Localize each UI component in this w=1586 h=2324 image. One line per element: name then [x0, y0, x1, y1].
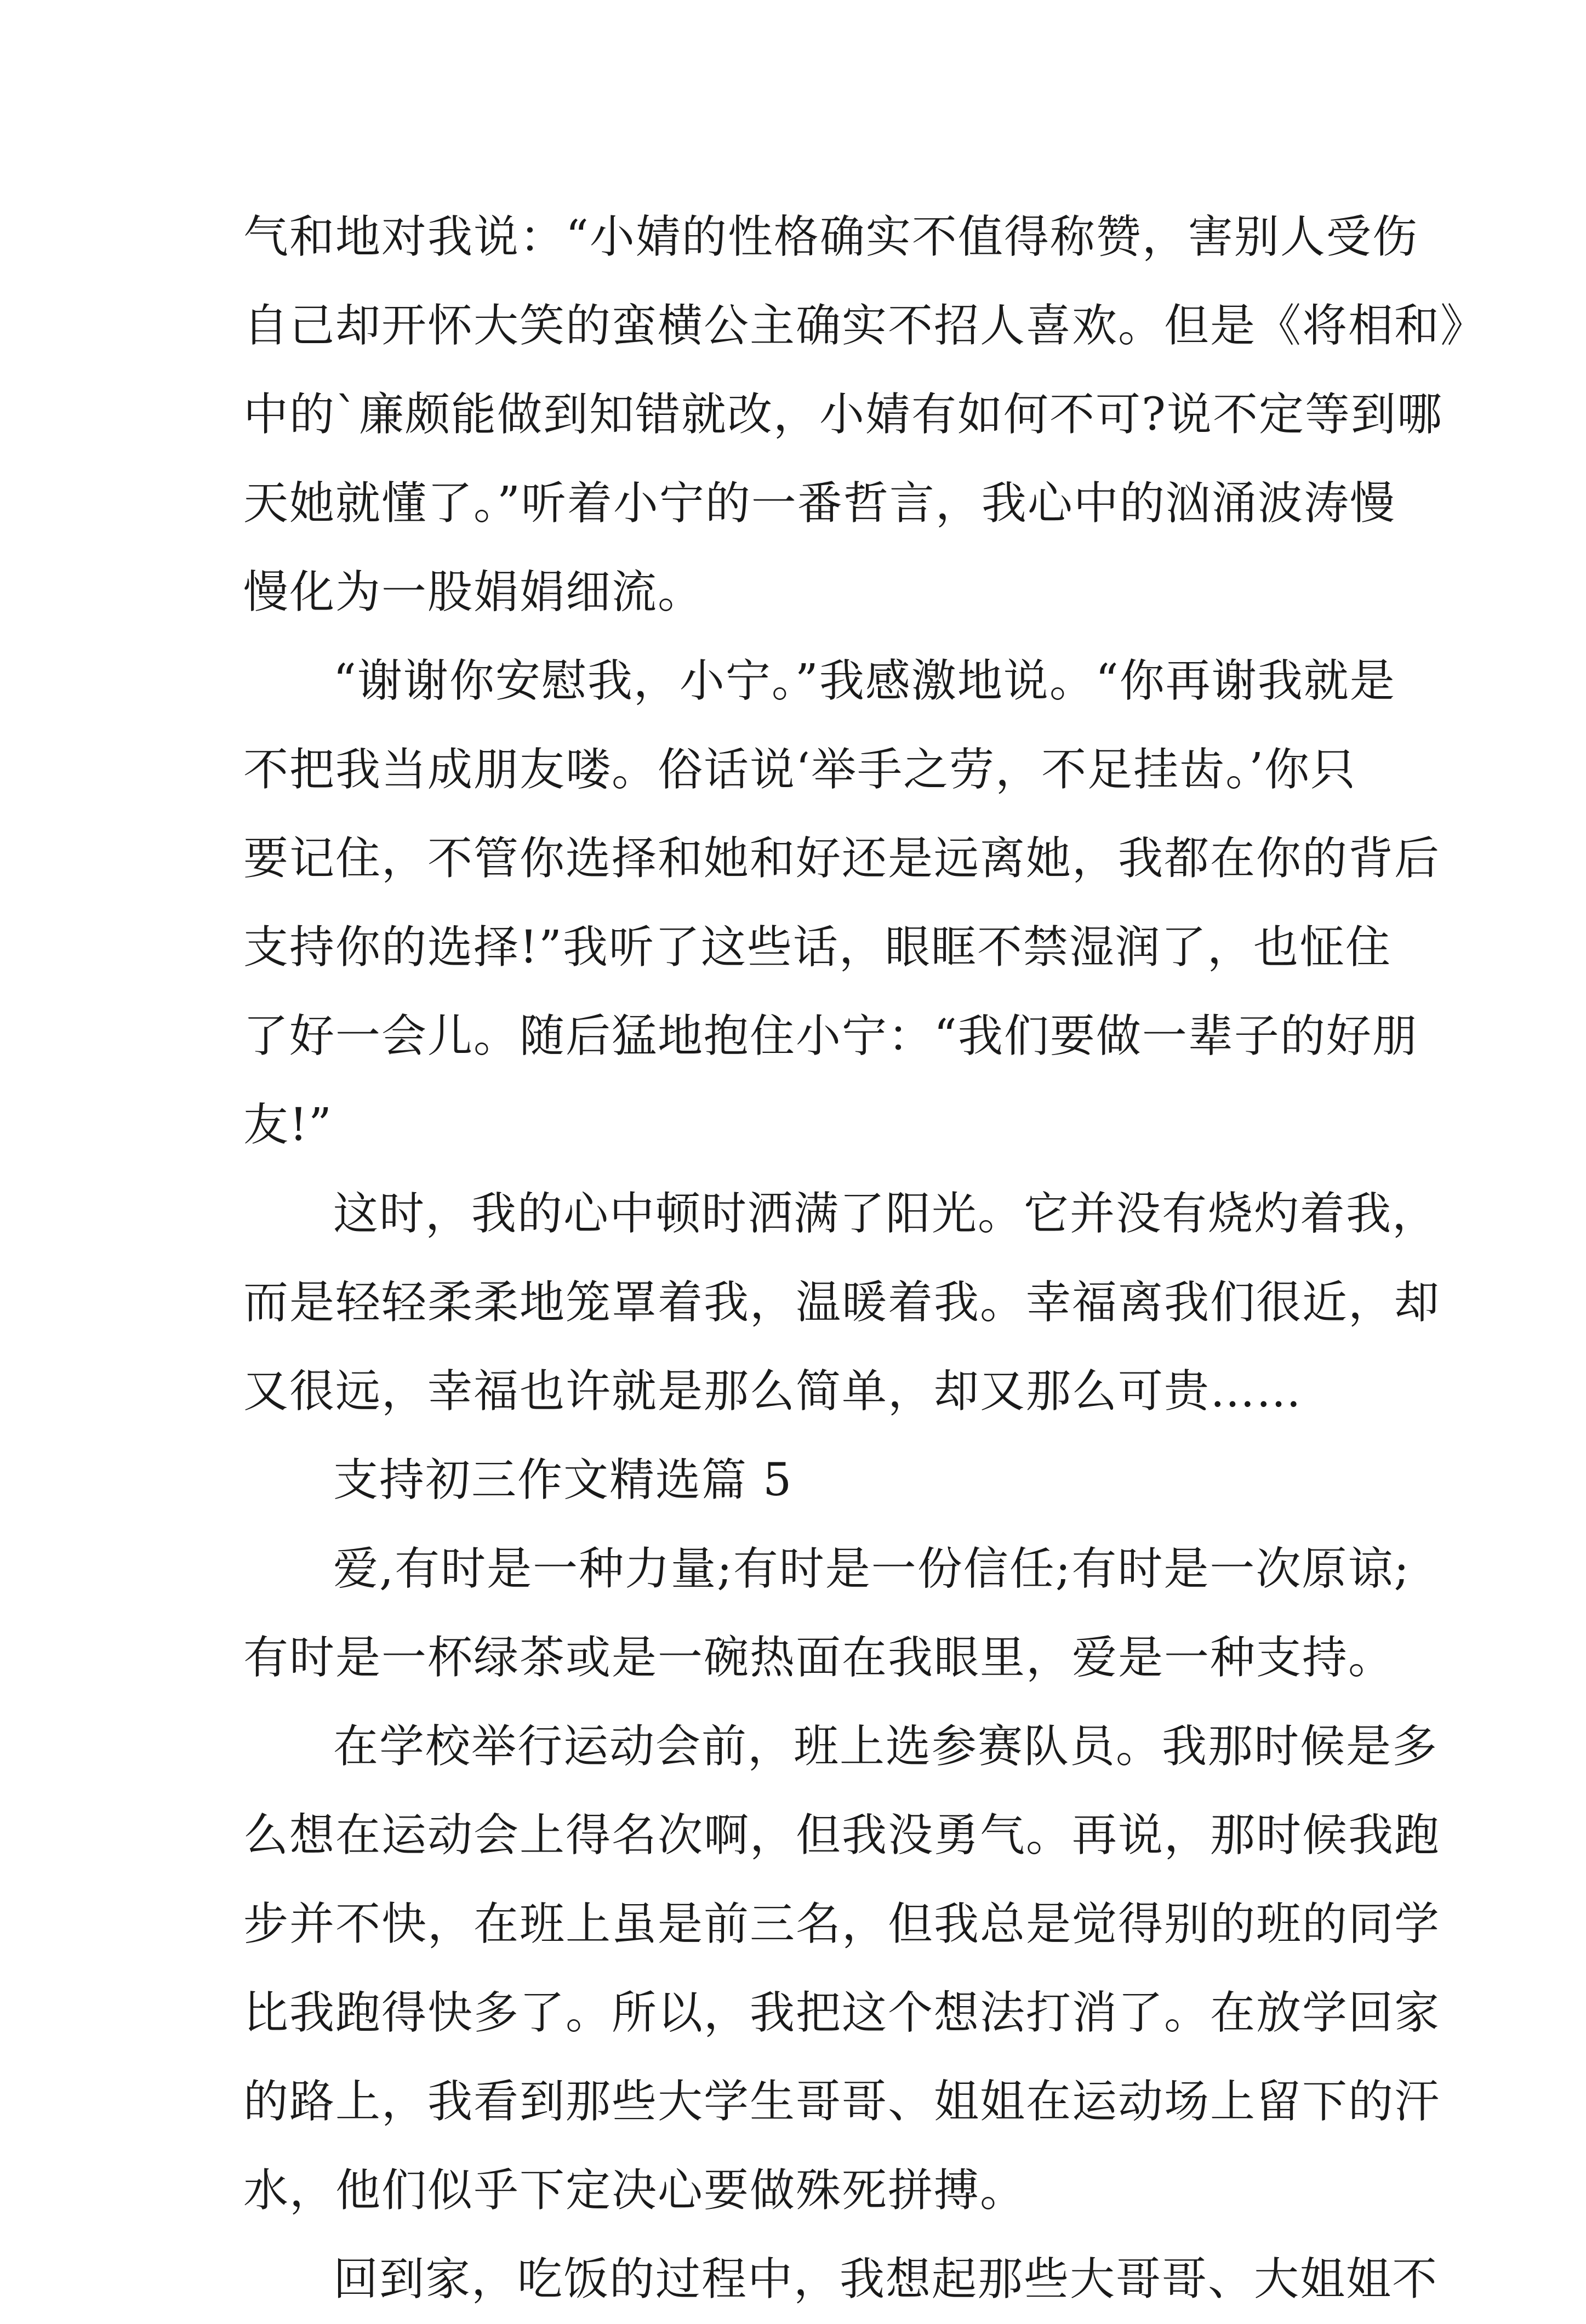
text-line: 自己却开怀大笑的蛮横公主确实不招人喜欢。但是《将相和》	[243, 300, 1487, 352]
text-line: 支持你的选择!”我听了这些话，眼眶不禁湿润了，也怔住	[243, 921, 1391, 973]
text-line: 爱,有时是一种力量;有时是一份信任;有时是一次原谅;	[333, 1543, 1410, 1595]
text-line: 要记住，不管你选择和她和好还是远离她，我都在你的背后	[243, 833, 1441, 885]
text-line: 有时是一杯绿茶或是一碗热面在我眼里，爱是一种支持。	[243, 1632, 1395, 1684]
document-body	[243, 193, 1487, 2324]
text-line: 而是轻轻柔柔地笼罩着我，温暖着我。幸福离我们很近，却	[243, 1277, 1441, 1329]
text-line: 的路上，我看到那些大学生哥哥、姐姐在运动场上留下的汗	[243, 2076, 1441, 2128]
text-line: 又很远，幸福也许就是那么简单，却又那么可贵……	[243, 1365, 1303, 1417]
text-line: 天她就懂了。”听着小宁的一番哲言，我心中的汹涌波涛慢	[243, 477, 1396, 529]
text-line: 水，他们似乎下定决心要做殊死拼搏。	[243, 2164, 1026, 2217]
text-line: 不把我当成朋友喽。俗话说‘举手之劳，不足挂齿。’你只	[243, 744, 1357, 796]
text-line: 友!”	[243, 1099, 333, 1151]
text-line: “谢谢你安慰我，小宁。”我感激地说。“你再谢我就是	[333, 655, 1396, 707]
text-line: 气和地对我说：“小婧的性格确实不值得称赞，害别人受伤	[243, 211, 1418, 263]
text-line: 慢化为一股娟娟细流。	[243, 566, 704, 618]
section-heading: 支持初三作文精选篇 5	[333, 1454, 793, 1506]
text-line: 么想在运动会上得名次啊，但我没勇气。再说，那时候我跑	[243, 1809, 1441, 1861]
text-line: 这时，我的心中顿时洒满了阳光。它并没有烧灼着我，	[333, 1188, 1439, 1240]
text-line: 了好一会儿。随后猛地抱住小宁：“我们要做一辈子的好朋	[243, 1010, 1418, 1062]
text-line: 回到家，吃饭的过程中，我想起那些大哥哥、大姐姐不	[333, 2253, 1439, 2305]
text-line: 在学校举行运动会前，班上选参赛队员。我那时候是多	[333, 1721, 1439, 1773]
text-line: 步并不快，在班上虽是前三名，但我总是觉得别的班的同学	[243, 1898, 1441, 1950]
text-line: 比我跑得快多了。所以，我把这个想法打消了。在放学回家	[243, 1987, 1441, 2039]
text-line: 中的`廉颇能做到知错就改，小婧有如何不可?说不定等到哪	[243, 389, 1443, 441]
